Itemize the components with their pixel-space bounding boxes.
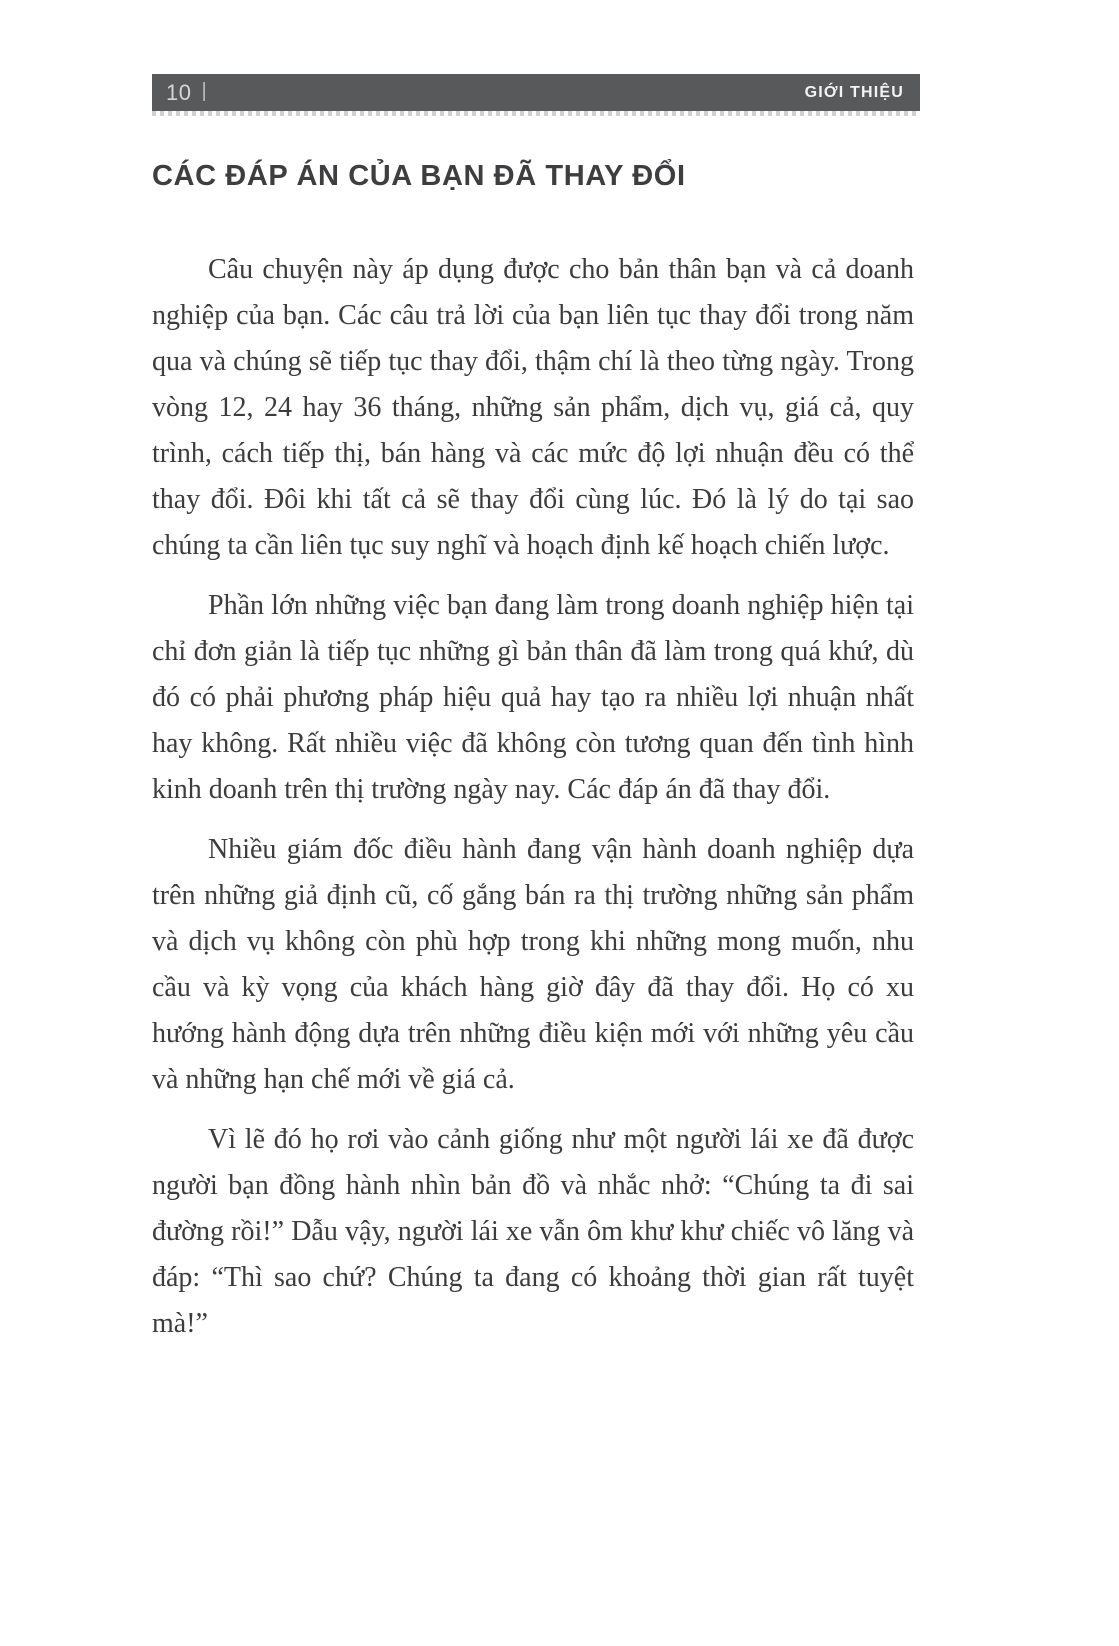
- page-number-group: [166, 80, 207, 106]
- paragraph-4: Vì lẽ đó họ rơi vào cảnh giống như một người lái xe đã được người bạn đồng hành nhìn bản đồ và nhắc nhở: “Chúng ta đi sai đường rồi!” Dẫu vậy, người lái xe vẫn ôm khư khư chiếc vô lăng và đáp: “Thì sao chứ? Chúng ta đang có khoảng thời gian rất tuyệt mà!”: [152, 1124, 914, 1339]
- page-content: [152, 160, 914, 1347]
- paragraph-2: Phần lớn những việc bạn đang làm trong doanh nghiệp hiện tại chỉ đơn giản là tiếp tục những gì bản thân đã làm trong quá khứ, dù đó có phải phương pháp hiệu quả hay tạo ra nhiều lợi nhuận nhất hay không. Rất nhiều việc đã không còn tương quan đến tình hình kinh doanh trên thị trường ngày nay. Các đáp án đã thay đổi.: [152, 590, 914, 805]
- page-number-separator: |: [201, 80, 207, 102]
- running-header: [152, 74, 920, 111]
- paragraph-1: Câu chuyện này áp dụng được cho bản thân bạn và cả doanh nghiệp của bạn. Các câu trả lời của bạn liên tục thay đổi trong năm qua và chúng sẽ tiếp tục thay đổi, thậm chí là theo từng ngày. Trong vòng 12, 24 hay 36 tháng, những sản phẩm, dịch vụ, giá cả, quy trình, cách tiếp thị, bán hàng và các mức độ lợi nhuận đều có thể thay đổi. Đôi khi tất cả sẽ thay đổi cùng lúc. Đó là lý do tại sao chúng ta cần liên tục suy nghĩ và hoạch định kế hoạch chiến lược.: [152, 254, 914, 561]
- section-title: GIỚI THIỆU: [804, 83, 904, 101]
- body-copy: [152, 247, 914, 1347]
- paragraph-3: Nhiều giám đốc điều hành đang vận hành doanh nghiệp dựa trên những giả định cũ, cố gắng bán ra thị trường những sản phẩm và dịch vụ không còn phù hợp trong khi những mong muốn, nhu cầu và kỳ vọng của khách hàng giờ đây đã thay đổi. Họ có xu hướng hành động dựa trên những điều kiện mới với những yêu cầu và những hạn chế mới về giá cả.: [152, 834, 914, 1095]
- chapter-heading: CÁC ĐÁP ÁN CỦA BẠN ĐÃ THAY ĐỔI: [152, 160, 686, 192]
- page-number: 10: [166, 79, 192, 105]
